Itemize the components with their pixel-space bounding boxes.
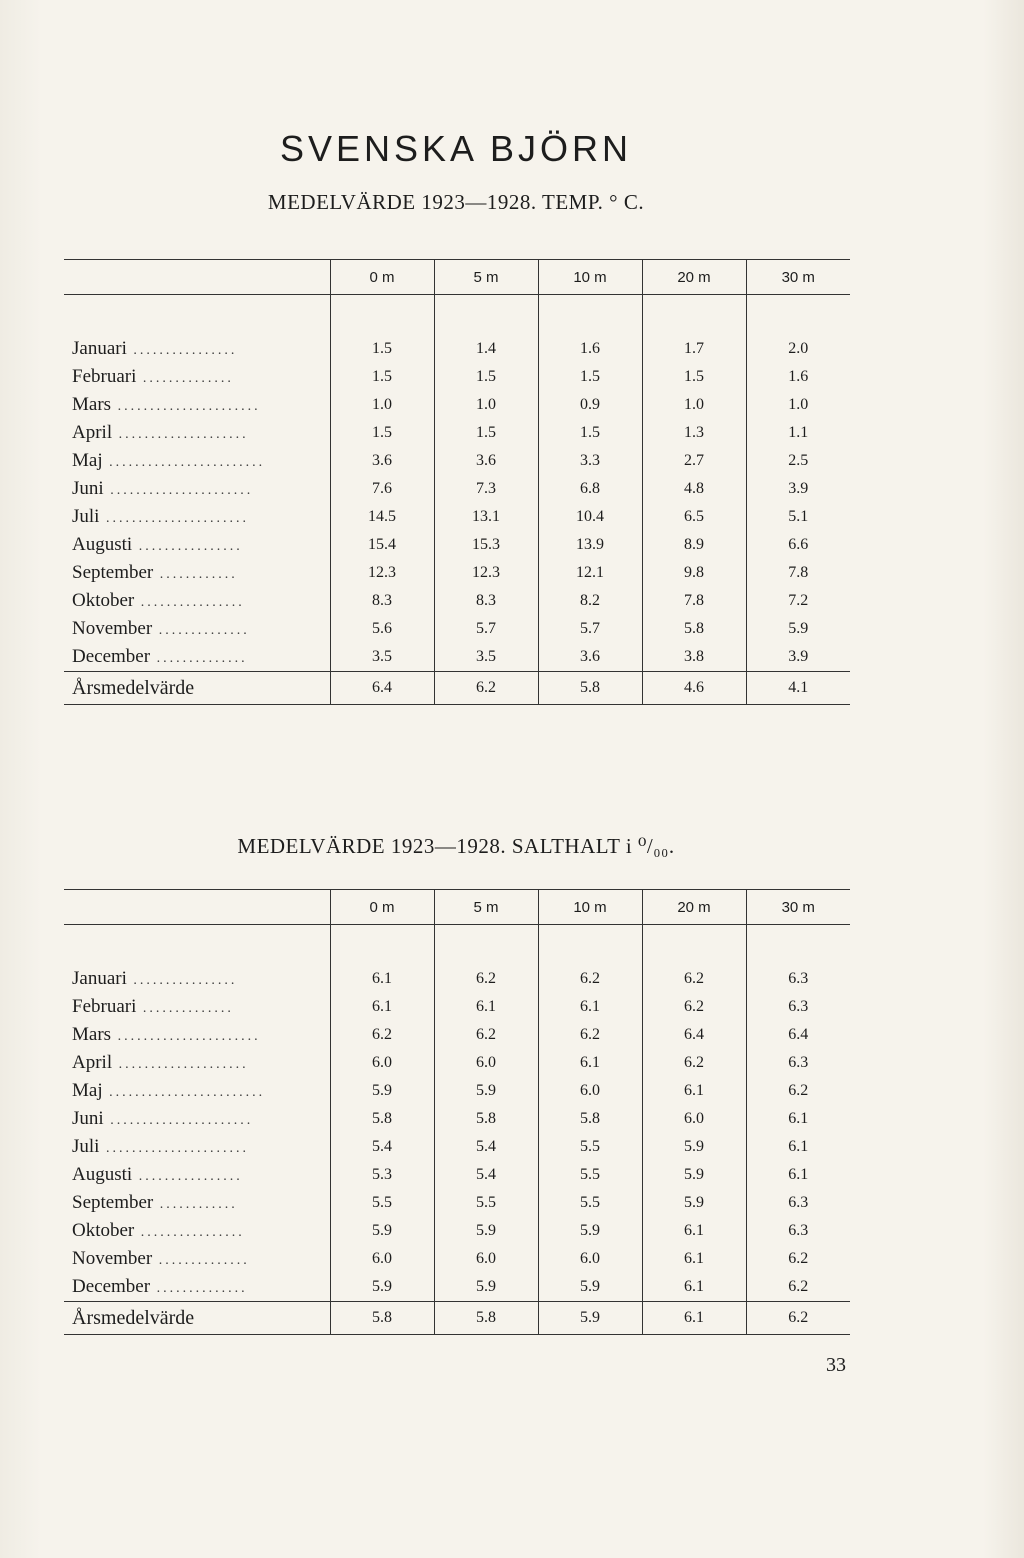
annual-mean-value: 4.6 (642, 672, 746, 705)
header-row (64, 890, 850, 925)
value-cell: 5.9 (330, 1273, 434, 1302)
value-cell: 6.4 (746, 1021, 850, 1049)
value-cell: 6.1 (330, 965, 434, 993)
temperature-table (64, 259, 850, 705)
annual-mean-value: 5.9 (538, 1302, 642, 1335)
value-cell: 5.8 (330, 1105, 434, 1133)
value-cell: 6.2 (538, 965, 642, 993)
table-row (64, 1217, 850, 1245)
leader-dots: ................ (132, 539, 243, 554)
leader-dots: ................ (126, 973, 238, 988)
value-cell: 5.4 (330, 1133, 434, 1161)
table-row (64, 447, 850, 475)
table-row (64, 475, 850, 503)
value-cell: 1.5 (434, 363, 538, 391)
salinity-table-header (64, 890, 850, 925)
total-row (64, 1302, 850, 1335)
value-cell: 6.1 (642, 1077, 746, 1105)
month-label (64, 615, 330, 643)
table-row (64, 559, 850, 587)
table-row (64, 363, 850, 391)
leader-dots: .................... (112, 1057, 249, 1072)
table-row (64, 1273, 850, 1302)
value-cell: 10.4 (538, 503, 642, 531)
spacer-cell (64, 295, 330, 336)
value-cell: 1.5 (330, 419, 434, 447)
annual-mean-value: 6.4 (330, 672, 434, 705)
month-label (64, 587, 330, 615)
annual-mean-label: Årsmedelvärde (64, 1302, 330, 1335)
value-cell: 3.5 (330, 643, 434, 672)
value-cell: 1.0 (746, 391, 850, 419)
depth-header: 10 m (538, 890, 642, 925)
value-cell: 1.0 (330, 391, 434, 419)
value-cell: 1.6 (746, 363, 850, 391)
annual-mean-value: 4.1 (746, 672, 850, 705)
value-cell: 5.5 (538, 1133, 642, 1161)
value-cell: 0.9 (538, 391, 642, 419)
month-label (64, 965, 330, 993)
salinity-table (64, 889, 850, 1335)
leader-dots: ...................... (111, 1029, 261, 1044)
value-cell: 6.1 (330, 993, 434, 1021)
depth-header: 0 m (330, 260, 434, 295)
value-cell: 6.1 (746, 1105, 850, 1133)
leader-dots: ................ (134, 1225, 245, 1240)
value-cell: 6.2 (746, 1077, 850, 1105)
month-name: Mars (72, 394, 112, 415)
table-row (64, 1189, 850, 1217)
header-blank-cell (64, 890, 330, 925)
depth-header: 20 m (642, 890, 746, 925)
leader-dots: ................ (126, 343, 238, 358)
header-row (64, 260, 850, 295)
value-cell: 15.3 (434, 531, 538, 559)
value-cell: 6.1 (642, 1273, 746, 1302)
value-cell: 3.9 (746, 643, 850, 672)
month-name: Juli (72, 506, 100, 527)
salinity-table-caption: MEDELVÄRDE 1923—1928. SALTHALT i ⁰/₀₀. (237, 834, 675, 858)
value-cell: 5.9 (746, 615, 850, 643)
value-cell: 12.1 (538, 559, 642, 587)
value-cell: 2.7 (642, 447, 746, 475)
month-name: Maj (72, 450, 103, 471)
value-cell: 5.8 (538, 1105, 642, 1133)
value-cell: 5.6 (330, 615, 434, 643)
month-name: Oktober (72, 590, 135, 611)
leader-dots: .............. (150, 651, 248, 666)
month-label (64, 643, 330, 672)
value-cell: 5.4 (434, 1161, 538, 1189)
month-name: April (72, 422, 113, 443)
value-cell: 5.9 (330, 1077, 434, 1105)
header-blank-cell (64, 260, 330, 295)
month-label (64, 503, 330, 531)
leader-dots: ........................ (102, 1085, 266, 1100)
value-cell: 8.3 (330, 587, 434, 615)
value-cell: 1.1 (746, 419, 850, 447)
leader-dots: .............. (136, 371, 234, 386)
value-cell: 5.9 (434, 1217, 538, 1245)
leader-dots: ................ (132, 1169, 243, 1184)
value-cell: 6.3 (746, 1217, 850, 1245)
spacer-row (64, 925, 850, 966)
table-row (64, 1077, 850, 1105)
value-cell: 12.3 (330, 559, 434, 587)
month-label (64, 1217, 330, 1245)
temperature-table-header (64, 260, 850, 295)
value-cell: 1.3 (642, 419, 746, 447)
table-row (64, 391, 850, 419)
value-cell: 5.9 (538, 1217, 642, 1245)
table-row (64, 419, 850, 447)
value-cell: 5.7 (538, 615, 642, 643)
month-label (64, 993, 330, 1021)
temperature-table-body (64, 295, 850, 705)
month-label (64, 1021, 330, 1049)
value-cell: 6.0 (642, 1105, 746, 1133)
value-cell: 3.6 (538, 643, 642, 672)
table-row (64, 1245, 850, 1273)
value-cell: 6.0 (330, 1049, 434, 1077)
value-cell: 1.7 (642, 335, 746, 363)
month-name: November (72, 618, 153, 639)
value-cell: 1.5 (434, 419, 538, 447)
depth-header: 10 m (538, 260, 642, 295)
leader-dots: ...................... (111, 399, 261, 414)
value-cell: 1.5 (538, 419, 642, 447)
month-name: Juli (72, 1136, 100, 1157)
spacer-cell (330, 295, 434, 336)
value-cell: 6.2 (330, 1021, 434, 1049)
table-row (64, 965, 850, 993)
value-cell: 6.3 (746, 1189, 850, 1217)
leader-dots: ........................ (102, 455, 266, 470)
leader-dots: ............ (153, 1197, 238, 1212)
value-cell: 1.4 (434, 335, 538, 363)
value-cell: 6.1 (746, 1133, 850, 1161)
month-name: November (72, 1248, 153, 1269)
leader-dots: .............. (150, 1281, 248, 1296)
value-cell: 15.4 (330, 531, 434, 559)
value-cell: 6.2 (434, 965, 538, 993)
leader-dots: ...................... (99, 1141, 249, 1156)
depth-header: 20 m (642, 260, 746, 295)
month-name: April (72, 1052, 113, 1073)
value-cell: 6.2 (746, 1273, 850, 1302)
value-cell: 13.9 (538, 531, 642, 559)
value-cell: 6.2 (538, 1021, 642, 1049)
total-row (64, 672, 850, 705)
value-cell: 13.1 (434, 503, 538, 531)
month-label (64, 1133, 330, 1161)
value-cell: 8.2 (538, 587, 642, 615)
depth-header: 30 m (746, 890, 850, 925)
month-name: Oktober (72, 1220, 135, 1241)
value-cell: 1.5 (642, 363, 746, 391)
month-name: Februari (72, 366, 137, 387)
leader-dots: .............. (136, 1001, 234, 1016)
value-cell: 1.5 (330, 363, 434, 391)
value-cell: 6.2 (746, 1245, 850, 1273)
value-cell: 6.2 (642, 965, 746, 993)
month-label (64, 475, 330, 503)
page-title: SVENSKA BJÖRN (279, 128, 633, 169)
spacer-cell (434, 925, 538, 966)
month-name: Juni (72, 1108, 104, 1129)
annual-mean-value: 5.8 (434, 1302, 538, 1335)
leader-dots: ...................... (103, 1113, 254, 1128)
value-cell: 6.3 (746, 965, 850, 993)
value-cell: 1.5 (538, 363, 642, 391)
leader-dots: ...................... (99, 511, 249, 526)
value-cell: 6.1 (434, 993, 538, 1021)
spacer-row (64, 295, 850, 336)
value-cell: 7.8 (642, 587, 746, 615)
value-cell: 3.6 (330, 447, 434, 475)
value-cell: 7.3 (434, 475, 538, 503)
value-cell: 6.1 (538, 1049, 642, 1077)
value-cell: 1.0 (434, 391, 538, 419)
table-row (64, 993, 850, 1021)
leader-dots: .............. (152, 1253, 250, 1268)
spacer-cell (642, 295, 746, 336)
leader-dots: .............. (152, 623, 250, 638)
table-row (64, 615, 850, 643)
value-cell: 6.3 (746, 993, 850, 1021)
value-cell: 3.3 (538, 447, 642, 475)
month-name: Mars (72, 1024, 112, 1045)
value-cell: 5.9 (642, 1189, 746, 1217)
annual-mean-value: 6.2 (746, 1302, 850, 1335)
value-cell: 6.0 (434, 1245, 538, 1273)
value-cell: 2.5 (746, 447, 850, 475)
month-label (64, 1077, 330, 1105)
value-cell: 5.9 (538, 1273, 642, 1302)
month-name: Augusti (72, 534, 133, 555)
month-label (64, 335, 330, 363)
value-cell: 5.9 (434, 1273, 538, 1302)
table-row (64, 1049, 850, 1077)
month-label (64, 447, 330, 475)
table-row (64, 587, 850, 615)
value-cell: 14.5 (330, 503, 434, 531)
month-label (64, 531, 330, 559)
value-cell: 8.3 (434, 587, 538, 615)
value-cell: 5.9 (434, 1077, 538, 1105)
spacer-cell (746, 295, 850, 336)
depth-header: 5 m (434, 890, 538, 925)
value-cell: 12.3 (434, 559, 538, 587)
value-cell: 5.9 (642, 1161, 746, 1189)
leader-dots: ................ (134, 595, 245, 610)
value-cell: 5.4 (434, 1133, 538, 1161)
value-cell: 6.2 (642, 1049, 746, 1077)
value-cell: 5.8 (434, 1105, 538, 1133)
month-name: Maj (72, 1080, 103, 1101)
depth-header: 5 m (434, 260, 538, 295)
value-cell: 5.9 (642, 1133, 746, 1161)
value-cell: 6.1 (538, 993, 642, 1021)
table-row (64, 531, 850, 559)
annual-mean-value: 5.8 (330, 1302, 434, 1335)
value-cell: 6.3 (746, 1049, 850, 1077)
month-label (64, 391, 330, 419)
annual-mean-value: 6.2 (434, 672, 538, 705)
table-row (64, 643, 850, 672)
spacer-cell (642, 925, 746, 966)
month-name: Augusti (72, 1164, 133, 1185)
salinity-table-body (64, 925, 850, 1335)
page-number: 33 (826, 1354, 846, 1376)
depth-header: 30 m (746, 260, 850, 295)
value-cell: 3.9 (746, 475, 850, 503)
month-label (64, 1049, 330, 1077)
spacer-cell (330, 925, 434, 966)
value-cell: 5.9 (330, 1217, 434, 1245)
spacer-cell (746, 925, 850, 966)
value-cell: 7.2 (746, 587, 850, 615)
annual-mean-value: 5.8 (538, 672, 642, 705)
value-cell: 5.7 (434, 615, 538, 643)
value-cell: 1.5 (330, 335, 434, 363)
value-cell: 6.5 (642, 503, 746, 531)
value-cell: 6.0 (330, 1245, 434, 1273)
month-name: Februari (72, 996, 137, 1017)
value-cell: 6.4 (642, 1021, 746, 1049)
value-cell: 5.5 (434, 1189, 538, 1217)
month-label (64, 559, 330, 587)
spacer-cell (434, 295, 538, 336)
table-row (64, 1133, 850, 1161)
value-cell: 3.8 (642, 643, 746, 672)
spacer-cell (64, 925, 330, 966)
value-cell: 5.8 (642, 615, 746, 643)
month-name: September (72, 562, 154, 583)
value-cell: 6.0 (434, 1049, 538, 1077)
leader-dots: ............ (153, 567, 238, 582)
value-cell: 5.5 (538, 1189, 642, 1217)
value-cell: 2.0 (746, 335, 850, 363)
value-cell: 8.9 (642, 531, 746, 559)
value-cell: 6.0 (538, 1245, 642, 1273)
annual-mean-label: Årsmedelvärde (64, 672, 330, 705)
depth-header: 0 m (330, 890, 434, 925)
table-row (64, 1161, 850, 1189)
annual-mean-value: 6.1 (642, 1302, 746, 1335)
table-row (64, 1105, 850, 1133)
value-cell: 4.8 (642, 475, 746, 503)
month-name: Januari (72, 338, 127, 359)
month-label (64, 419, 330, 447)
leader-dots: .................... (112, 427, 249, 442)
value-cell: 6.6 (746, 531, 850, 559)
month-label (64, 363, 330, 391)
value-cell: 6.0 (538, 1077, 642, 1105)
value-cell: 5.1 (746, 503, 850, 531)
temperature-table-container (64, 259, 850, 705)
table-row (64, 503, 850, 531)
table-row (64, 1021, 850, 1049)
month-label (64, 1105, 330, 1133)
month-name: September (72, 1192, 154, 1213)
value-cell: 1.0 (642, 391, 746, 419)
value-cell: 6.2 (642, 993, 746, 1021)
month-label (64, 1273, 330, 1302)
month-name: December (72, 646, 151, 667)
salinity-table-container (64, 889, 850, 1335)
value-cell: 5.5 (538, 1161, 642, 1189)
temperature-table-caption: MEDELVÄRDE 1923—1928. TEMP. ° C. (267, 190, 645, 214)
value-cell: 5.3 (330, 1161, 434, 1189)
value-cell: 3.5 (434, 643, 538, 672)
value-cell: 5.5 (330, 1189, 434, 1217)
leader-dots: ...................... (103, 483, 254, 498)
spacer-cell (538, 925, 642, 966)
table-row (64, 335, 850, 363)
spacer-cell (538, 295, 642, 336)
value-cell: 1.6 (538, 335, 642, 363)
month-label (64, 1245, 330, 1273)
value-cell: 9.8 (642, 559, 746, 587)
value-cell: 6.1 (746, 1161, 850, 1189)
month-name: December (72, 1276, 151, 1297)
month-name: Juni (72, 478, 104, 499)
month-label (64, 1161, 330, 1189)
value-cell: 6.2 (434, 1021, 538, 1049)
month-label (64, 1189, 330, 1217)
month-name: Januari (72, 968, 127, 989)
value-cell: 7.8 (746, 559, 850, 587)
value-cell: 6.1 (642, 1245, 746, 1273)
value-cell: 6.1 (642, 1217, 746, 1245)
value-cell: 3.6 (434, 447, 538, 475)
value-cell: 6.8 (538, 475, 642, 503)
value-cell: 7.6 (330, 475, 434, 503)
